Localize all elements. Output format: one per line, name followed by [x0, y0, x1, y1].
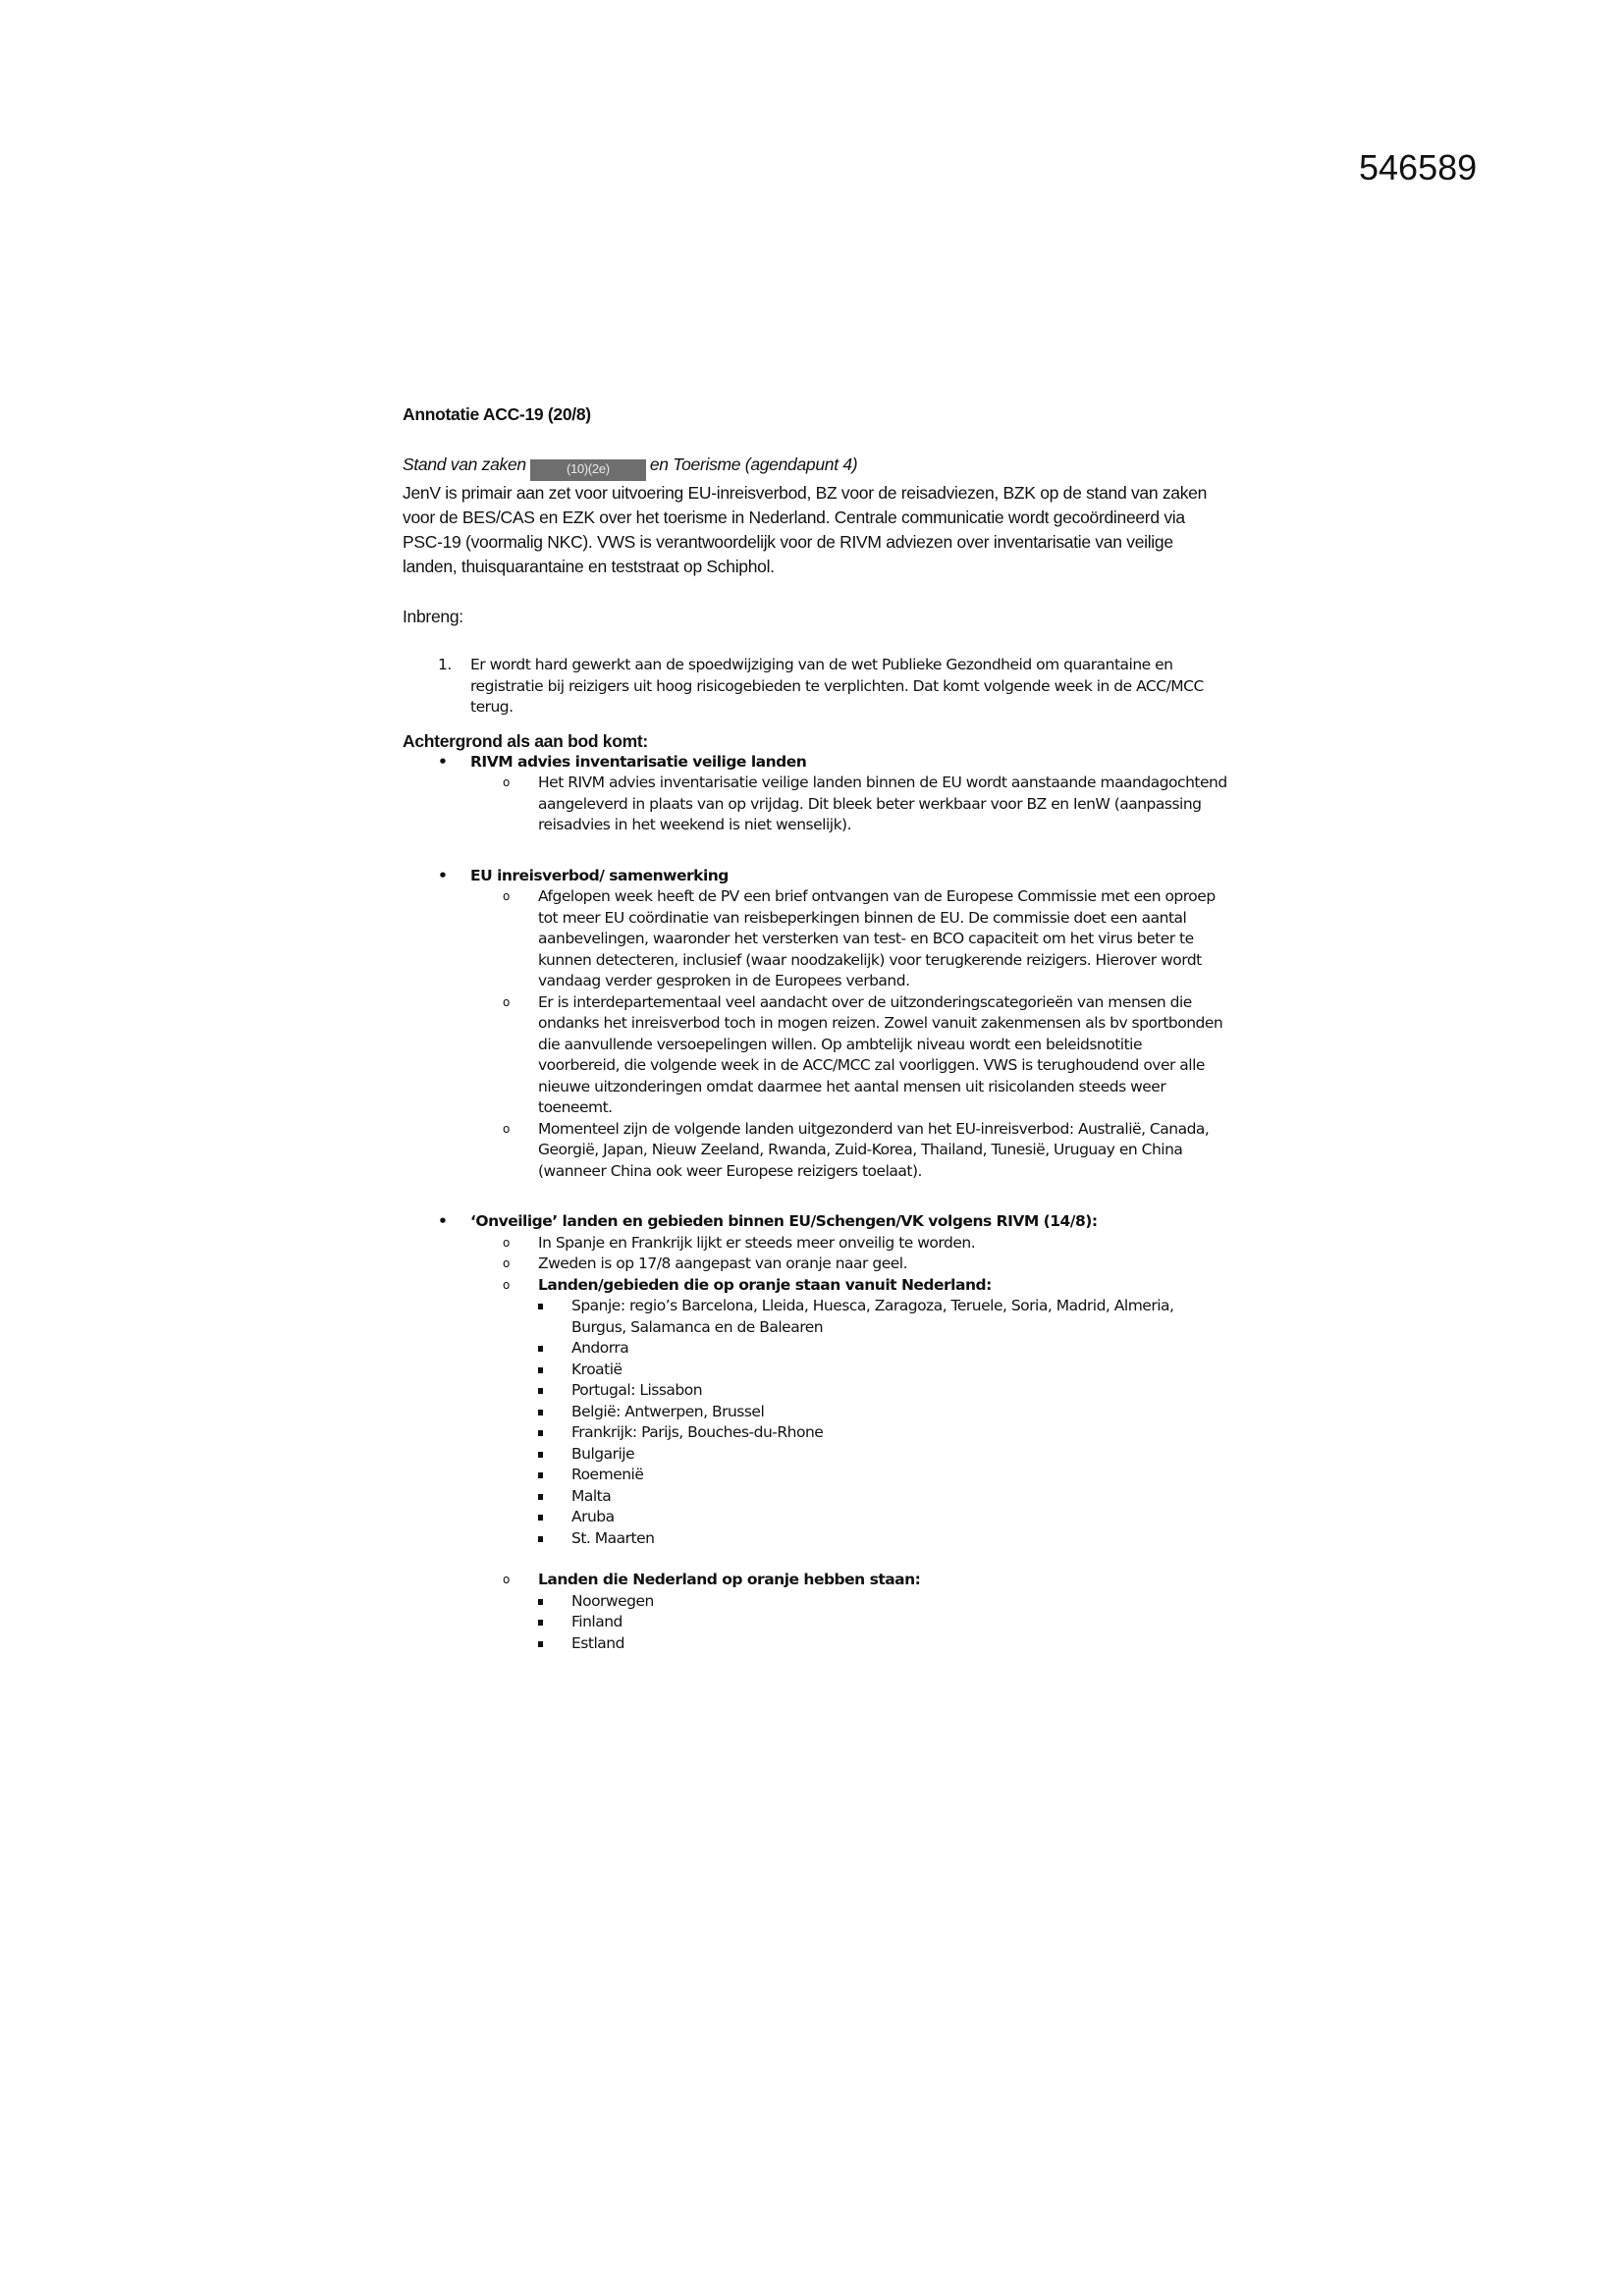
square-bullet-icon — [538, 1452, 543, 1458]
section-title: ‘Onveilige’ landen en gebieden binnen EU/Schengen/VK volgens RIVM (14/8): — [470, 1212, 1098, 1230]
square-bullet-icon — [538, 1388, 543, 1394]
bullet-icon: • — [438, 866, 448, 884]
background-section-onveilige-landen — [403, 1211, 1227, 1654]
country-item — [538, 1633, 1227, 1655]
square-bullet-icon — [538, 1641, 543, 1647]
list-item — [470, 773, 1227, 836]
country-item — [538, 1486, 1227, 1508]
redaction-box: (10)(2e) — [530, 459, 646, 481]
list-item — [470, 1254, 1227, 1275]
country-item — [538, 1360, 1227, 1381]
circle-bullet-icon: o — [503, 1121, 510, 1136]
bullet-icon: • — [438, 1212, 448, 1230]
item-text: Aruba — [571, 1508, 615, 1525]
square-bullet-icon — [538, 1599, 543, 1605]
country-item — [538, 1402, 1227, 1423]
item-text: St. Maarten — [571, 1528, 655, 1547]
square-bullet-icon — [538, 1410, 543, 1415]
inbreng-list — [403, 655, 1227, 719]
section-intro: JenV is primair aan zet voor uitvoering EU-inreisverbod, BZ voor de reisadviezen, BZK op de stand van zaken voor de BES/CAS en EZK over het toerisme in Nederland. Centrale communicatie wordt gecoördineerd via PSC-19 (voormalig NKC). VWS is verantwoordelijk voor de RIVM adviezen over inventarisatie van veilige landen, thuisquarantaine en teststraat op Schiphol. — [403, 483, 1208, 576]
list-item — [470, 1233, 1227, 1255]
country-item — [538, 1507, 1227, 1528]
inbreng-label: Inbreng: — [403, 607, 463, 626]
country-item — [538, 1465, 1227, 1486]
item-text: Zweden is op 17/8 aangepast van oranje naar geel. — [538, 1255, 907, 1272]
list-item — [470, 1119, 1227, 1183]
item-text: Noorwegen — [571, 1591, 654, 1610]
square-bullet-icon — [538, 1346, 543, 1352]
country-item — [538, 1338, 1227, 1360]
inbreng-item — [403, 655, 1227, 719]
background-section-eu-inreisverbod — [403, 866, 1227, 1183]
achtergrond-label: Achtergrond als aan bod komt: — [403, 730, 648, 751]
circle-bullet-icon: o — [503, 1256, 510, 1270]
item-text: Het RIVM advies inventarisatie veilige landen binnen de EU wordt aanstaande maandagochtend aangeleverd in plaats van op vrijdag. Dit bleek beter werkbaar voor BZ en IenW (aanpassing reisadvies in het weekend is niet wenselijk). — [538, 774, 1227, 833]
item-text: Kroatië — [571, 1360, 623, 1378]
item-text: Afgelopen week heeft de PV een brief ontvangen van de Europese Commissie met een oproep tot meer EU coördinatie van reisbeperkingen binnen de EU. De commissie doet een aantal aanbevelingen, waaronder het versterken van test- en BCO capaciteit om het virus beter te kunnen detecteren, inclusief (waar noodzakelijk) voor terugkerende reizigers. Hierover wordt vandaag verder gesproken in de Europees verband. — [538, 887, 1216, 989]
square-bullet-icon — [538, 1472, 543, 1478]
section-title: RIVM advies inventarisatie veilige landen — [470, 752, 807, 771]
nl-on-orange-group — [470, 1570, 1227, 1654]
circle-bullet-icon: o — [503, 1235, 510, 1250]
country-item — [538, 1612, 1227, 1633]
spacer — [470, 1549, 1227, 1570]
item-text: Estland — [571, 1633, 624, 1652]
square-bullet-icon — [538, 1620, 543, 1626]
item-text: België: Antwerpen, Brussel — [571, 1402, 765, 1420]
item-text: Portugal: Lissabon — [571, 1381, 703, 1399]
square-bullet-icon — [538, 1536, 543, 1542]
item-text: Malta — [571, 1486, 612, 1505]
country-item — [538, 1591, 1227, 1613]
circle-bullet-icon: o — [503, 1277, 510, 1292]
bullet-icon: • — [438, 752, 448, 771]
document-page — [403, 402, 1227, 1654]
background-section-rivm — [403, 752, 1227, 836]
circle-bullet-icon: o — [503, 775, 510, 789]
list-item — [470, 992, 1227, 1119]
square-bullet-icon — [538, 1304, 543, 1309]
circle-bullet-icon: o — [503, 1573, 510, 1586]
country-item — [538, 1296, 1227, 1338]
item-text: Er is interdepartementaal veel aandacht over de uitzonderingscategorieën van mensen die ondanks het inreisverbod toch in mogen reizen. Zowel vanuit zakenmensen als bv sportbonden die aanvullende versoepelingen willen. Op ambtelijk niveau wordt een beleidsnotitie voorbereid, die volgende week in de ACC/MCC zal voorliggen. VWS is terughoudend over alle nieuwe uitzonderingen omdat daarmee het aantal mensen uit risicolanden steeds weer toeneemt. — [538, 992, 1223, 1116]
item-number: 1. — [438, 656, 452, 673]
country-item — [538, 1444, 1227, 1466]
item-text: Bulgarije — [571, 1444, 635, 1463]
item-text: Spanje: regio’s Barcelona, Lleida, Huesca, Zaragoza, Teruele, Soria, Madrid, Almeria, Burgus, Salamanca en de Balearen — [571, 1297, 1174, 1336]
list-item — [470, 886, 1227, 992]
subtitle-after: en Toerisme (agendapunt 4) — [649, 454, 858, 474]
country-item — [538, 1380, 1227, 1402]
circle-bullet-icon: o — [503, 994, 510, 1009]
item-text: In Spanje en Frankrijk lijkt er steeds meer onveilig te worden. — [538, 1233, 976, 1252]
section-title: EU inreisverbod/ samenwerking — [470, 866, 729, 884]
group-title: Landen die Nederland op oranje hebben staan: — [538, 1571, 921, 1588]
document-title: Annotatie ACC-19 (20/8) — [403, 404, 591, 424]
section-subtitle — [403, 453, 1227, 481]
item-text: Finland — [571, 1613, 623, 1630]
square-bullet-icon — [538, 1430, 543, 1436]
document-number: 546589 — [1359, 147, 1478, 187]
subtitle-before: Stand van zaken — [403, 454, 526, 474]
country-item — [538, 1528, 1227, 1550]
group-title: Landen/gebieden die op oranje staan vanuit Nederland: — [538, 1275, 992, 1294]
item-text: Frankrijk: Parijs, Bouches-du-Rhone — [571, 1423, 824, 1441]
item-text: Er wordt hard gewerkt aan de spoedwijziging van de wet Publieke Gezondheid om quarantaine en registratie bij reizigers uit hoog risicogebieden te verplichten. Dat komt volgende week in de ACC/MCC terug. — [470, 656, 1204, 716]
item-text: Momenteel zijn de volgende landen uitgezonderd van het EU-inreisverbod: Australië, Canada, Georgië, Japan, Nieuw Zeeland, Rwanda, Zuid-Korea, Thailand, Tunesië, Uruguay en China (wanneer China ook weer Europese reizigers toelaat). — [538, 1119, 1210, 1180]
square-bullet-icon — [538, 1515, 543, 1521]
country-item — [538, 1422, 1227, 1444]
square-bullet-icon — [538, 1367, 543, 1373]
orange-from-nl-group — [470, 1275, 1227, 1550]
item-text: Andorra — [571, 1339, 629, 1357]
item-text: Roemenië — [571, 1466, 644, 1483]
square-bullet-icon — [538, 1494, 543, 1500]
circle-bullet-icon: o — [503, 889, 510, 903]
